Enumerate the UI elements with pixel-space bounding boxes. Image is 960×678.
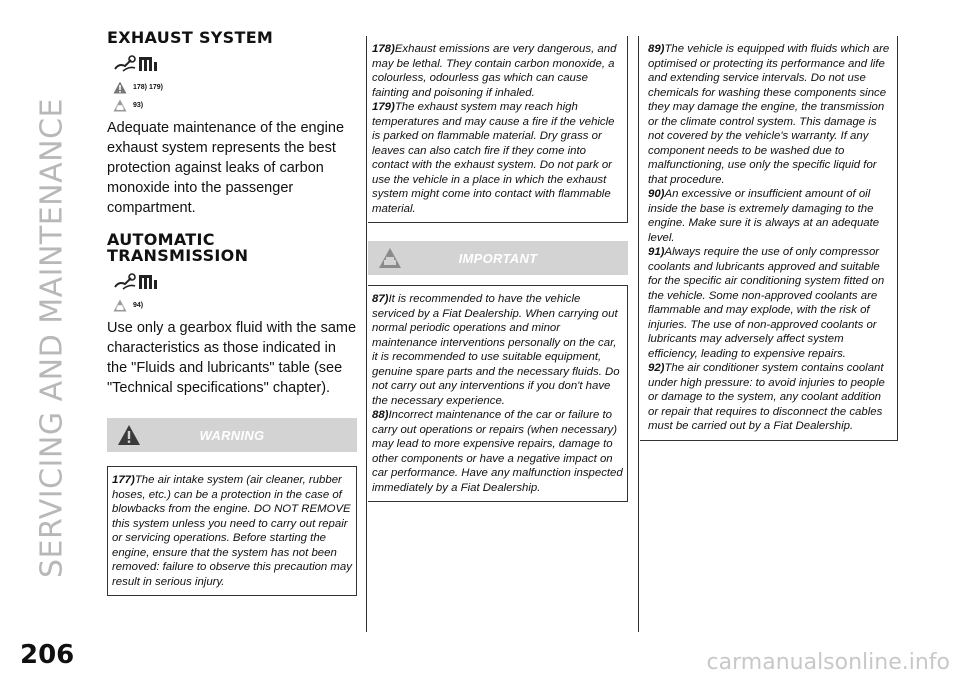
important-continued-box — [640, 36, 898, 441]
mechanic-wrench-icon — [113, 272, 159, 292]
warning-reference-numbers: 178) 179) — [133, 83, 163, 91]
note-item: 89)The vehicle is equipped with fluids which are optimised or protecting its performance and life and extending service intervals. Do not use chemicals for washing these components since they may damage the engine, the transmission or the climate control system. This damage is not covered by the vehicle's warranty. If any component needs to be washed due to malfunctioning, use only the specific liquid for that procedure. — [648, 43, 890, 186]
exhaust-section-title: EXHAUST SYSTEM — [107, 28, 274, 47]
warning-continued-box — [368, 36, 628, 223]
note-item: 179)The exhaust system may reach high temperatures and may cause a fire if the vehicle is parked on flammable material. Dry grass or leaves can also catch fire if they come into contact with the exhaust system. Do not park or use the vehicle in a place in which the exhaust system might come into contact with flammable material. — [372, 101, 615, 215]
note-item: 88)Incorrect maintenance of the car or failure to carry out operations or repairs (when necessary) may lead to more expensive repairs, damage to other components or have a negative impact on car performance. Have any malfunction inspected immediately by a Fiat Dealership. — [372, 409, 623, 494]
mechanic-wrench-icon — [113, 54, 159, 74]
column-divider — [366, 36, 367, 632]
important-reference-numbers: 93) — [133, 101, 144, 109]
note-item: 87)It is recommended to have the vehicle serviced by a Fiat Dealership. When carrying out normal periodic operations and minor maintenance interventions personally on the car, it is recommended to use suitable equipment, genuine spare parts and the necessary fluids. Do not carry out any interventions if you don't have the necessary experience. — [372, 293, 620, 407]
column-left — [107, 30, 357, 596]
important-car-icon — [113, 299, 127, 312]
note-item: 177)The air intake system (air cleaner, rubber hoses, etc.) can be a protection in the case of blowbacks from the engine. DO NOT REMOVE this system unless you need to carry out repair or servicing operations. Before starting the engine, ensure that the system has not been removed: failure to observe this precaution may result in serious injury. — [112, 474, 352, 588]
note-item: 92)The air conditioner system contains coolant under high pressure: to avoid injuries to people or damage to the system, any coolant addition or repair that requires to disconnect the cables must be carried out by a Fiat Dealership. — [648, 362, 885, 432]
transmission-body-text: Use only a gearbox fluid with the same characteristics as those indicated in the "Fluids and lubricants" table (see "Technical specifications" chapter). — [107, 320, 357, 396]
note-item: 90)An excessive or insufficient amount of oil inside the base is extremely damaging to the engine. Make sure it is always at an adequate level. — [648, 188, 880, 244]
important-car-icon — [113, 99, 127, 112]
page-number: 206 — [20, 640, 75, 670]
warning-banner — [107, 418, 357, 452]
important-reference-line — [113, 296, 357, 314]
important-reference-numbers: 94) — [133, 301, 144, 309]
important-banner-title: IMPORTANT — [458, 250, 538, 266]
warning-triangle-icon — [113, 81, 127, 94]
important-banner — [368, 241, 628, 275]
note-item: 91)Always require the use of only compressor coolants and lubricants approved and suitable for the specific air conditioning system fitted on the vehicle. Some non-approved coolants are flammable and may explode, with the risk of injuries. The use of non-approved coolants or lubricants may adversely affect system efficiency, leading to expensive repairs. — [648, 246, 885, 360]
watermark: carmanualsonline.info — [706, 650, 950, 675]
warning-note-box — [107, 466, 357, 596]
column-divider — [638, 36, 639, 632]
transmission-title-line2: TRANSMISSION — [107, 246, 249, 265]
warning-triangle-icon — [117, 424, 141, 446]
chapter-sidebar-label: SERVICING AND MAINTENANCE — [34, 98, 70, 578]
note-item: 178)Exhaust emissions are very dangerous, and may be lethal. They contain carbon monoxide, a colourless, odourless gas which can cause fainting and poisoning if inhaled. — [372, 43, 617, 99]
warning-banner-title: WARNING — [199, 427, 265, 443]
column-right — [640, 36, 898, 441]
warning-reference-line — [113, 78, 357, 96]
column-middle — [368, 36, 628, 502]
important-car-icon — [378, 247, 402, 269]
transmission-title-line1: AUTOMATIC — [107, 230, 215, 249]
important-reference-line — [113, 96, 357, 114]
exhaust-body-text: Adequate maintenance of the engine exhaust system represents the best protection against leaks of carbon monoxide into the passenger compartment. — [107, 120, 345, 216]
important-note-box — [368, 285, 628, 502]
